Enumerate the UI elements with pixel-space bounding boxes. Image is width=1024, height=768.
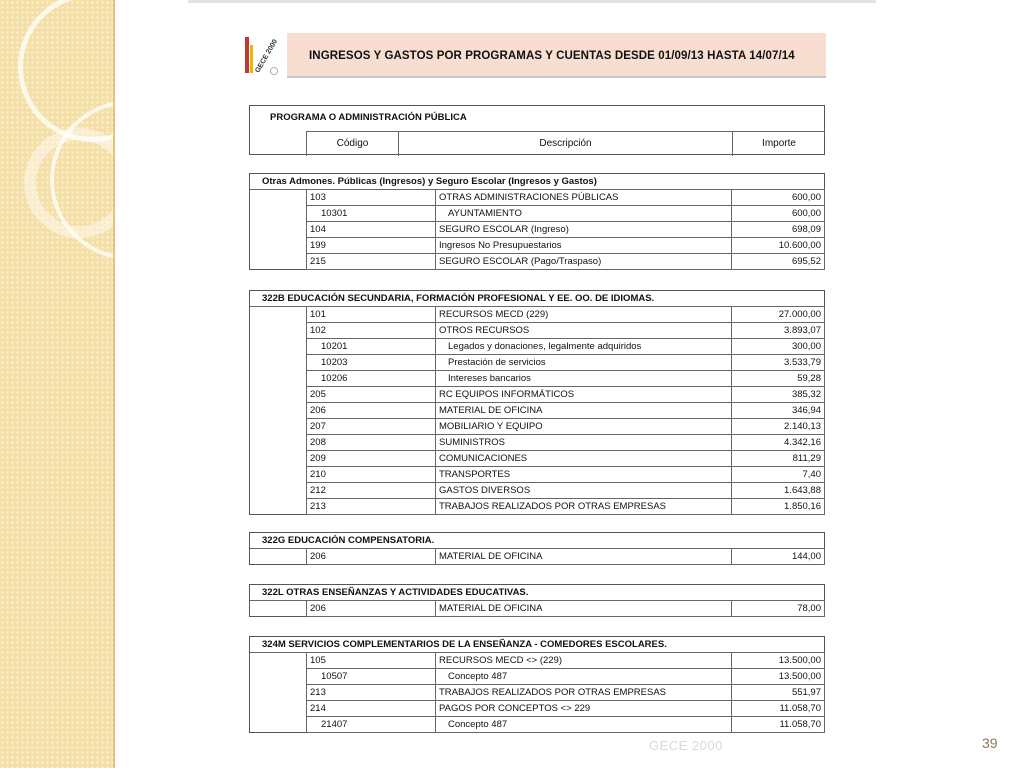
table-row	[306, 387, 825, 403]
table-row	[306, 190, 825, 206]
top-rule	[188, 0, 876, 3]
section-block	[249, 173, 825, 270]
account-code: 10301	[306, 206, 435, 222]
account-amount: 346,94	[731, 403, 825, 419]
account-code: 206	[306, 403, 435, 419]
account-description: RECURSOS MECD (229)	[435, 307, 731, 323]
table-row	[306, 549, 825, 565]
account-description: Concepto 487	[435, 669, 731, 685]
account-description: SEGURO ESCOLAR (Pago/Traspaso)	[435, 254, 731, 270]
account-description: SEGURO ESCOLAR (Ingreso)	[435, 222, 731, 238]
gece-logo-icon	[242, 31, 286, 77]
account-amount: 600,00	[731, 190, 825, 206]
report-header	[236, 30, 840, 78]
account-amount: 300,00	[731, 339, 825, 355]
section-title: 322B EDUCACIÓN SECUNDARIA, FORMACIÓN PROFESIONAL Y EE. OO. DE IDIOMAS.	[262, 293, 655, 304]
table-row	[306, 653, 825, 669]
column-header-code: Código	[306, 132, 398, 156]
account-code: 10507	[306, 669, 435, 685]
section-block	[249, 290, 825, 515]
table-row	[306, 701, 825, 717]
account-description: AYUNTAMIENTO	[435, 206, 731, 222]
account-code: 21407	[306, 717, 435, 733]
section-block	[249, 532, 825, 565]
table-row	[306, 669, 825, 685]
column-header-amount: Importe	[732, 132, 825, 156]
account-amount: 59,28	[731, 371, 825, 387]
account-description: MATERIAL DE OFICINA	[435, 601, 731, 617]
table-row	[306, 206, 825, 222]
header-band	[287, 33, 826, 78]
account-amount: 2.140,13	[731, 419, 825, 435]
account-amount: 13.500,00	[731, 669, 825, 685]
account-code: 101	[306, 307, 435, 323]
table-row	[306, 419, 825, 435]
account-amount: 1.643,88	[731, 483, 825, 499]
table-row	[306, 307, 825, 323]
table-row	[306, 339, 825, 355]
table-row	[306, 222, 825, 238]
account-code: 210	[306, 467, 435, 483]
section-title: 324M SERVICIOS COMPLEMENTARIOS DE LA ENSEÑANZA - COMEDORES ESCOLARES.	[262, 639, 667, 650]
account-amount: 3.893,07	[731, 323, 825, 339]
account-amount: 1.850,16	[731, 499, 825, 515]
account-code: 105	[306, 653, 435, 669]
account-description: MATERIAL DE OFICINA	[435, 403, 731, 419]
section-block	[249, 636, 825, 733]
program-header-title: PROGRAMA O ADMINISTRACIÓN PÚBLICA	[270, 112, 467, 123]
account-description: GASTOS DIVERSOS	[435, 483, 731, 499]
account-description: TRABAJOS REALIZADOS POR OTRAS EMPRESAS	[435, 499, 731, 515]
account-code: 102	[306, 323, 435, 339]
account-code: 10201	[306, 339, 435, 355]
account-amount: 11.058,70	[731, 701, 825, 717]
account-amount: 4.342,16	[731, 435, 825, 451]
account-amount: 78,00	[731, 601, 825, 617]
account-code: 213	[306, 499, 435, 515]
account-code: 199	[306, 238, 435, 254]
account-description: OTRAS ADMINISTRACIONES PÚBLICAS	[435, 190, 731, 206]
account-description: COMUNICACIONES	[435, 451, 731, 467]
section-title: 322L OTRAS ENSEÑANZAS Y ACTIVIDADES EDUCATIVAS.	[262, 587, 529, 598]
account-amount: 10.600,00	[731, 238, 825, 254]
table-row	[306, 483, 825, 499]
table-row	[306, 371, 825, 387]
footer-text: GECE 2000	[649, 738, 723, 753]
account-code: 215	[306, 254, 435, 270]
section-block	[249, 584, 825, 617]
account-code: 208	[306, 435, 435, 451]
account-code: 205	[306, 387, 435, 403]
account-description: MATERIAL DE OFICINA	[435, 549, 731, 565]
table-row	[306, 685, 825, 701]
sidebar-edge	[113, 0, 115, 768]
account-amount: 600,00	[731, 206, 825, 222]
account-description: TRABAJOS REALIZADOS POR OTRAS EMPRESAS	[435, 685, 731, 701]
account-code: 214	[306, 701, 435, 717]
account-code: 10203	[306, 355, 435, 371]
decorative-ring	[24, 128, 113, 238]
account-amount: 698,09	[731, 222, 825, 238]
account-amount: 811,29	[731, 451, 825, 467]
table-row	[306, 601, 825, 617]
account-code: 213	[306, 685, 435, 701]
account-description: SUMINISTROS	[435, 435, 731, 451]
account-amount: 3.533,79	[731, 355, 825, 371]
account-description: PAGOS POR CONCEPTOS <> 229	[435, 701, 731, 717]
report-title: INGRESOS Y GASTOS POR PROGRAMAS Y CUENTAS DESDE 01/09/13 HASTA 14/07/14	[309, 50, 795, 62]
account-code: 104	[306, 222, 435, 238]
table-row	[306, 403, 825, 419]
decorative-sidebar	[0, 0, 113, 768]
account-description: Intereses bancarios	[435, 371, 731, 387]
table-row	[306, 467, 825, 483]
account-amount: 144,00	[731, 549, 825, 565]
account-description: TRANSPORTES	[435, 467, 731, 483]
account-description: Legados y donaciones, legalmente adquiridos	[435, 339, 731, 355]
account-amount: 13.500,00	[731, 653, 825, 669]
account-description: Ingresos No Presupuestarios	[435, 238, 731, 254]
program-header-block	[249, 105, 825, 155]
account-code: 212	[306, 483, 435, 499]
table-row	[306, 254, 825, 270]
account-amount: 11.058,70	[731, 717, 825, 733]
page-number: 39	[982, 735, 998, 751]
column-header-desc: Descripción	[398, 132, 732, 156]
table-row	[306, 435, 825, 451]
program-header-columns	[306, 131, 825, 156]
account-code: 10206	[306, 371, 435, 387]
account-code: 207	[306, 419, 435, 435]
table-row	[306, 717, 825, 733]
account-amount: 695,52	[731, 254, 825, 270]
account-amount: 385,32	[731, 387, 825, 403]
svg-text:GECE 2000: GECE 2000	[254, 38, 280, 75]
account-description: RC EQUIPOS INFORMÁTICOS	[435, 387, 731, 403]
table-row	[306, 499, 825, 515]
account-amount: 551,97	[731, 685, 825, 701]
account-description: Prestación de servicios	[435, 355, 731, 371]
account-amount: 27.000,00	[731, 307, 825, 323]
account-code: 206	[306, 549, 435, 565]
account-code: 103	[306, 190, 435, 206]
table-row	[306, 451, 825, 467]
account-amount: 7,40	[731, 467, 825, 483]
account-description: Concepto 487	[435, 717, 731, 733]
table-row	[306, 323, 825, 339]
account-code: 209	[306, 451, 435, 467]
account-description: RECURSOS MECD <> (229)	[435, 653, 731, 669]
account-description: OTROS RECURSOS	[435, 323, 731, 339]
table-row	[306, 355, 825, 371]
table-row	[306, 238, 825, 254]
account-code: 206	[306, 601, 435, 617]
account-description: MOBILIARIO Y EQUIPO	[435, 419, 731, 435]
section-title: 322G EDUCACIÓN COMPENSATORIA.	[262, 535, 435, 546]
section-title: Otras Admones. Públicas (Ingresos) y Seguro Escolar (Ingresos y Gastos)	[262, 176, 597, 187]
